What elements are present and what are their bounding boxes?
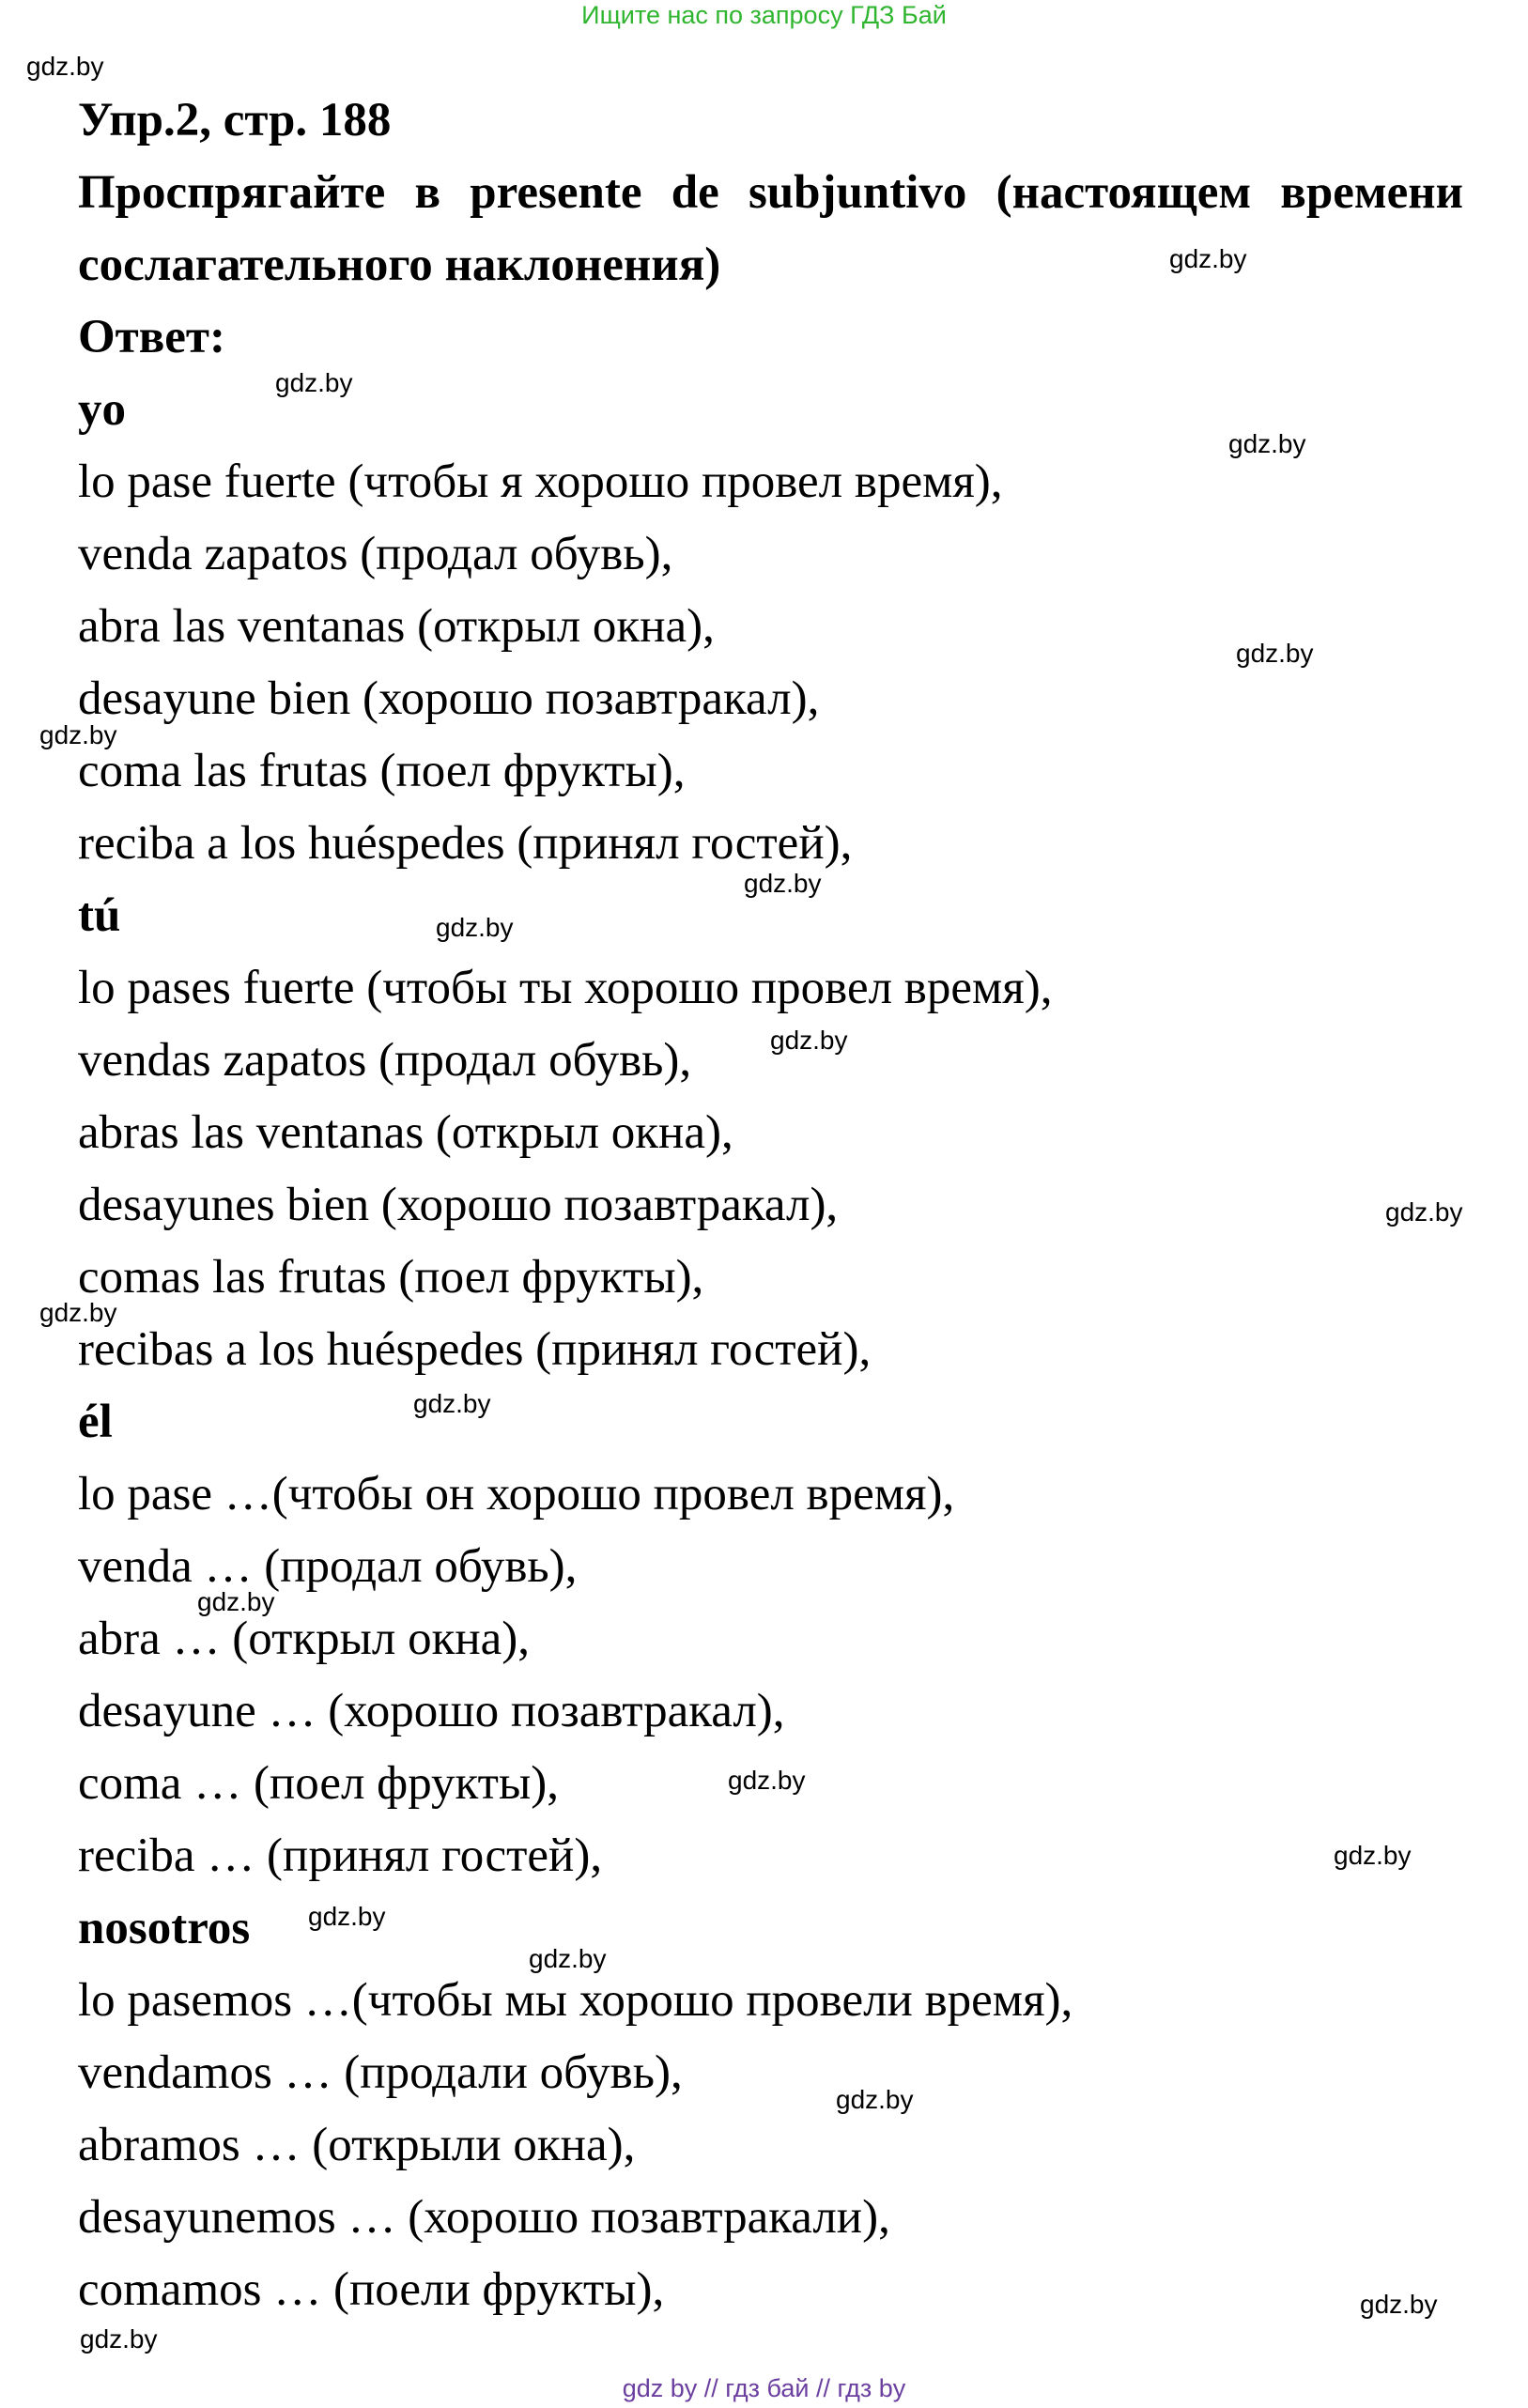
conjugation-line: venda … (продал обувь),: [78, 1540, 578, 1593]
conjugation-line: abra … (открыл окна),: [78, 1613, 531, 1665]
watermark: gdz.by: [1334, 1841, 1412, 1870]
watermark: gdz.by: [80, 2324, 158, 2354]
conjugation-line: comamos … (поели фрукты),: [78, 2263, 665, 2316]
conjugation-line: recibas a los huéspedes (принял гостей),: [78, 1323, 872, 1376]
watermark: gdz.by: [39, 1298, 117, 1327]
watermark: gdz.by: [529, 1944, 607, 1973]
watermark: gdz.by: [413, 1389, 491, 1418]
conjugation-line: coma las frutas (поел фрукты),: [78, 745, 686, 797]
conjugation-line: coma … (поел фрукты),: [78, 1757, 559, 1810]
conjugation-line: vendamos … (продали обувь),: [78, 2046, 683, 2099]
conjugation-line: abramos … (открыли окна),: [78, 2119, 636, 2171]
top-banner[interactable]: Ищите нас по запросу ГДЗ Бай: [581, 1, 947, 29]
watermark: gdz.by: [744, 869, 822, 898]
pronoun-yo: yo: [78, 383, 126, 436]
watermark: gdz.by: [1169, 244, 1247, 273]
conjugation-line: lo pase fuerte (чтобы я хорошо провел время),: [78, 455, 1003, 508]
exercise-heading: Упр.2, стр. 188: [78, 94, 392, 147]
conjugation-line: reciba a los huéspedes (принял гостей),: [78, 817, 853, 870]
watermark: gdz.by: [197, 1587, 275, 1616]
watermark: gdz.by: [308, 1902, 386, 1931]
pronoun-el: él: [78, 1396, 113, 1448]
watermark: gdz.by: [1228, 429, 1306, 458]
task-text: Проспрягайте в presente de subjuntivo (настоящем времени сослагательного наклонения): [78, 166, 1463, 291]
conjugation-line: vendas zapatos (продал обувь),: [78, 1034, 692, 1087]
watermark: gdz.by: [26, 52, 104, 81]
pronoun-tu: tú: [78, 889, 121, 942]
watermark: gdz.by: [728, 1766, 806, 1795]
watermark: gdz.by: [275, 368, 353, 397]
watermark: gdz.by: [836, 2085, 914, 2114]
conjugation-line: lo pase …(чтобы он хорошо провел время),: [78, 1468, 955, 1520]
conjugation-line: comas las frutas (поел фрукты),: [78, 1251, 704, 1304]
watermark: gdz.by: [436, 913, 514, 942]
watermark: gdz.by: [770, 1026, 848, 1055]
conjugation-line: abra las ventanas (открыл окна),: [78, 600, 715, 653]
conjugation-line: desayunes bien (хорошо позавтракал),: [78, 1179, 839, 1231]
conjugation-line: desayune … (хорошо позавтракал),: [78, 1685, 785, 1737]
document-body: [78, 85, 1468, 2326]
watermark: gdz.by: [1236, 639, 1314, 668]
conjugation-line: abras las ventanas (открыл окна),: [78, 1106, 733, 1159]
pronoun-nosotros: nosotros: [78, 1902, 251, 1954]
watermark: gdz.by: [39, 720, 117, 749]
conjugation-line: lo pasemos …(чтобы мы хорошо провели время),: [78, 1974, 1073, 2027]
conjugation-line: reciba … (принял гостей),: [78, 1829, 603, 1882]
answer-label: Ответ:: [78, 311, 225, 363]
watermark: gdz.by: [1385, 1197, 1463, 1227]
watermark: gdz.by: [1360, 2290, 1438, 2319]
footer-links[interactable]: gdz by // гдз бай // гдз by: [622, 2374, 906, 2402]
conjugation-line: desayunemos … (хорошо позавтракали),: [78, 2191, 890, 2244]
conjugation-line: venda zapatos (продал обувь),: [78, 528, 673, 580]
conjugation-line: lo pases fuerte (чтобы ты хорошо провел время),: [78, 962, 1053, 1014]
conjugation-line: desayune bien (хорошо позавтракал),: [78, 672, 820, 725]
